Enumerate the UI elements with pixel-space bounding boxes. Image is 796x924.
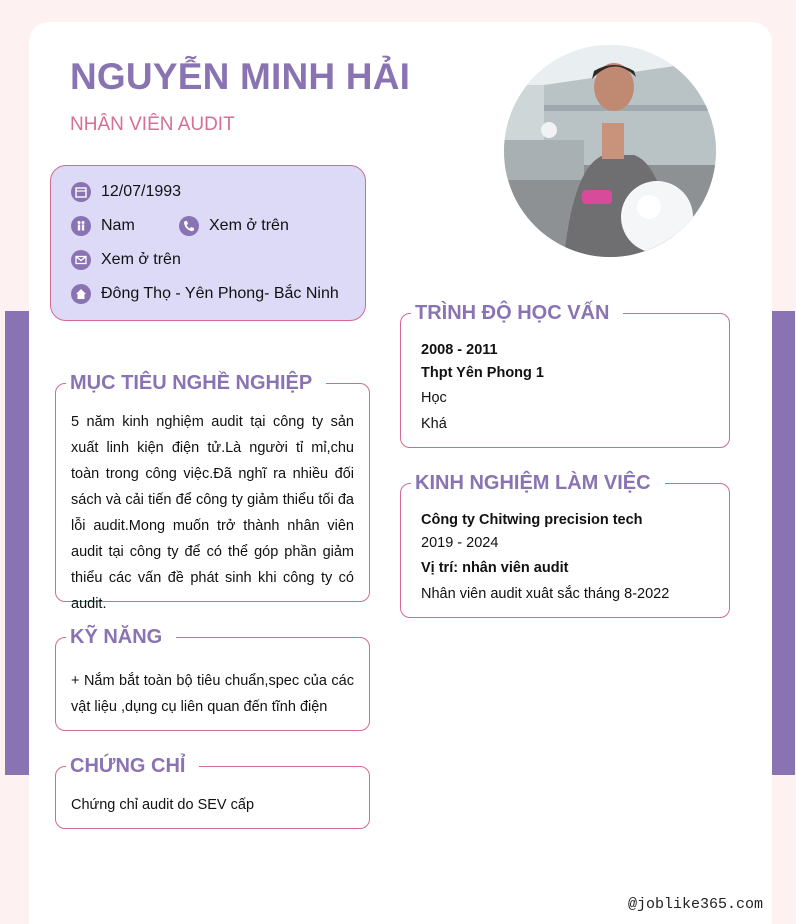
candidate-name: NGUYỄN MINH HẢI bbox=[70, 56, 411, 97]
job-title: NHÂN VIÊN AUDIT bbox=[70, 114, 235, 135]
education-field: Học bbox=[421, 390, 447, 406]
phone-row bbox=[179, 216, 289, 236]
phone-text: Xem ở trên bbox=[209, 217, 289, 234]
calendar-icon bbox=[71, 182, 91, 202]
education-title: TRÌNH ĐỘ HỌC VẤN bbox=[411, 301, 623, 325]
gender-icon bbox=[71, 216, 91, 236]
gender-text: Nam bbox=[101, 217, 135, 234]
avatar bbox=[504, 45, 716, 257]
email-text: Xem ở trên bbox=[101, 251, 181, 268]
career-objective-title: MỤC TIÊU NGHỀ NGHIỆP bbox=[66, 371, 326, 395]
experience-position: Vị trí: nhân viên audit bbox=[421, 560, 569, 576]
education-period: 2008 - 2011 bbox=[421, 342, 498, 358]
left-side-band bbox=[5, 311, 29, 775]
experience-company: Công ty Chitwing precision tech bbox=[421, 512, 643, 528]
birthdate-text: 12/07/1993 bbox=[101, 183, 182, 200]
home-icon bbox=[71, 284, 91, 304]
education-school: Thpt Yên Phong 1 bbox=[421, 365, 544, 381]
email-row bbox=[71, 250, 181, 270]
address-row bbox=[71, 284, 339, 304]
right-side-band bbox=[772, 311, 795, 775]
address-text: Đông Thọ - Yên Phong- Bắc Ninh bbox=[101, 285, 339, 302]
skills-text: + Nắm bắt toàn bộ tiêu chuẩn,spec của các vật liệu ,dụng cụ liên quan đến tĩnh điện bbox=[71, 673, 354, 715]
email-icon bbox=[71, 250, 91, 270]
certificates-title: CHỨNG CHỈ bbox=[66, 754, 199, 778]
watermark: @joblike365.com bbox=[628, 896, 764, 913]
experience-title: KINH NGHIỆM LÀM VIỆC bbox=[411, 471, 665, 495]
career-objective-text: 5 năm kinh nghiệm audit tại công ty sản xuất linh kiện điện tử.Là người tỉ mỉ,chu toàn trong công việc.Đã nghĩ ra nhiều đối sách và cải tiến để công ty giảm thiểu tối đa lỗi audit.Mong muốn trở thành nhân viên audit tại công ty để có thể góp phần giảm thiểu các vấn đề phát sinh khi công ty có audit. bbox=[71, 414, 354, 612]
experience-period: 2019 - 2024 bbox=[421, 535, 499, 551]
gender-row bbox=[71, 216, 135, 236]
education-grade: Khá bbox=[421, 416, 447, 432]
phone-icon bbox=[179, 216, 199, 236]
skills-title: KỸ NĂNG bbox=[66, 625, 176, 649]
certificates-text: Chứng chỉ audit do SEV cấp bbox=[71, 797, 255, 813]
experience-achievement: Nhân viên audit xuât sắc tháng 8-2022 bbox=[421, 586, 670, 602]
birthdate-row bbox=[71, 182, 181, 202]
